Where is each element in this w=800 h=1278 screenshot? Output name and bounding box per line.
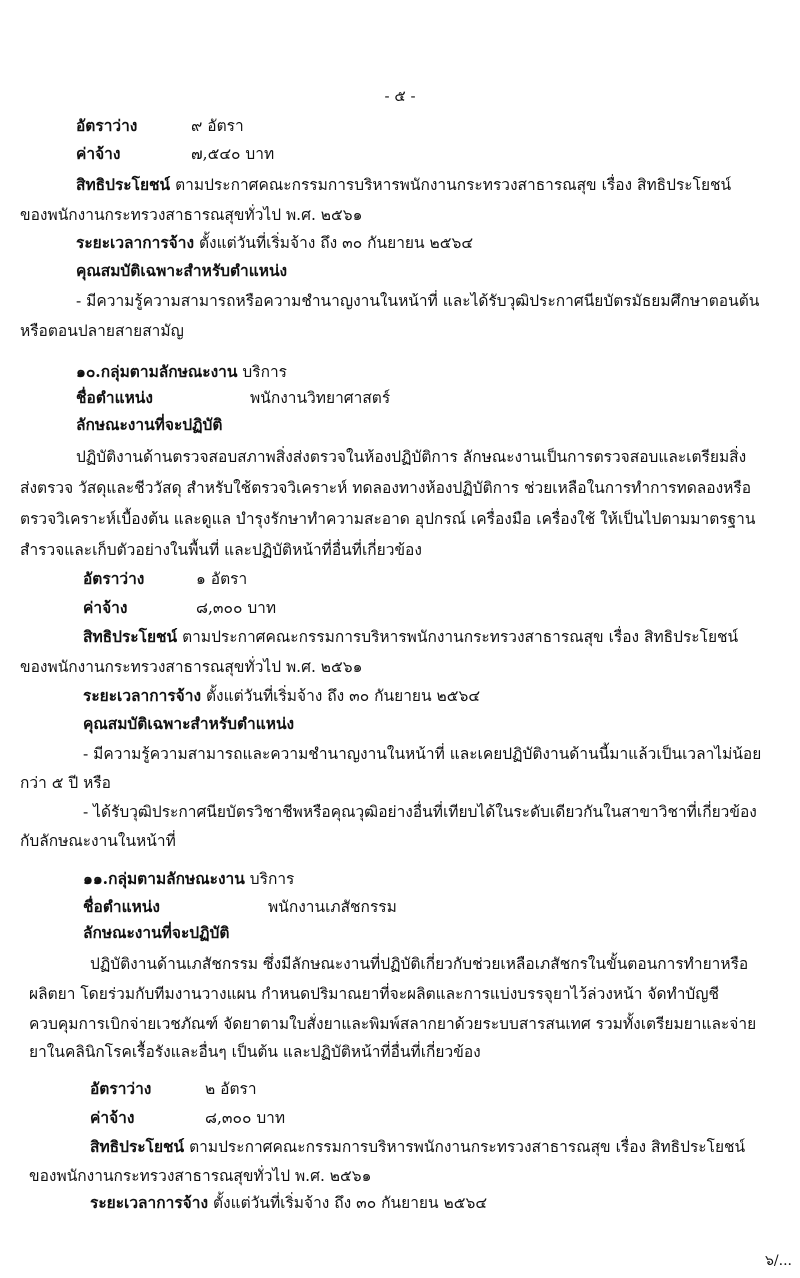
group-label: ๑๑.กลุ่มตามลักษณะงาน xyxy=(83,869,245,888)
benefit-label: สิทธิประโยชน์ xyxy=(76,175,171,194)
position-label: ชื่อตำแหน่ง xyxy=(83,897,160,916)
benefit-text-continued: ของพนักงานกระทรวงสาธารณสุขทั่วไป พ.ศ. ๒๕๖๑ xyxy=(20,206,363,224)
position-value: พนักงานวิทยาศาสตร์ xyxy=(250,389,391,407)
duty-heading: ลักษณะงานที่จะปฏิบัติ xyxy=(83,923,230,942)
wage-label: ค่าจ้าง xyxy=(90,1108,135,1127)
group-value: บริการ xyxy=(249,870,295,888)
period-text: ตั้งแต่วันที่เริ่มจ้าง ถึง ๓๐ กันยายน ๒๕๖๔ xyxy=(212,1194,488,1212)
period-label: ระยะเวลาการจ้าง xyxy=(83,686,202,705)
period-label: ระยะเวลาการจ้าง xyxy=(76,233,195,252)
benefit-line xyxy=(76,174,731,196)
qualification-heading: คุณสมบัติเฉพาะสำหรับตำแหน่ง xyxy=(83,714,295,733)
qualification-text-continued: กว่า ๕ ปี หรือ xyxy=(20,774,111,792)
vacancy-value: ๑ อัตรา xyxy=(196,570,248,588)
duty-text-continued: สำรวจและเก็บตัวอย่างในพื้นที่ และปฏิบัติหน้าที่อื่นที่เกี่ยวข้อง xyxy=(20,541,422,559)
period-line xyxy=(83,685,480,707)
group-line xyxy=(83,868,294,890)
benefit-text-continued: ของพนักงานกระทรวงสาธารณสุขทั่วไป พ.ศ. ๒๕๖๑ xyxy=(29,1167,372,1185)
benefit-line xyxy=(90,1136,745,1158)
vacancy-label: อัตราว่าง xyxy=(76,116,138,135)
duty-text-continued: ส่งตรวจ วัสดุและชีววัสดุ สำหรับใช้ตรวจวิเคราะห์ ทดลองทางห้องปฏิบัติการ ช่วยเหลือในการทำการทดลองหรือ xyxy=(20,479,752,497)
period-text: ตั้งแต่วันที่เริ่มจ้าง ถึง ๓๐ กันยายน ๒๕๖๔ xyxy=(198,234,474,252)
duty-text: ปฏิบัติงานด้านตรวจสอบสภาพสิ่งส่งตรวจในห้องปฏิบัติการ ลักษณะงานเป็นการตรวจสอบและเตรียมสิ่ง xyxy=(76,448,747,466)
vacancy-value: ๙ อัตรา xyxy=(191,117,244,135)
next-page-marker: ๖/... xyxy=(765,1253,792,1269)
benefit-text: ตามประกาศคณะกรรมการบริหารพนักงานกระทรวงสาธารณสุข เรื่อง สิทธิประโยชน์ xyxy=(182,628,739,646)
wage-value: ๘,๓๐๐ บาท xyxy=(205,1109,286,1127)
qualification-text: - ได้รับวุฒิประกาศนียบัตรวิชาชีพหรือคุณวุฒิอย่างอื่นที่เทียบได้ในระดับเดียวกันในสาขาวิชาที่เกี่ยวข้อง xyxy=(83,803,757,821)
group-value: บริการ xyxy=(242,363,287,381)
wage-label: ค่าจ้าง xyxy=(76,144,121,163)
benefit-text: ตามประกาศคณะกรรมการบริหารพนักงานกระทรวงสาธารณสุข เรื่อง สิทธิประโยชน์ xyxy=(175,176,732,194)
period-text: ตั้งแต่วันที่เริ่มจ้าง ถึง ๓๐ กันยายน ๒๕๖๔ xyxy=(205,687,481,705)
benefit-label: สิทธิประโยชน์ xyxy=(83,627,178,646)
wage-value: ๗,๕๔๐ บาท xyxy=(191,145,275,163)
vacancy-label: อัตราว่าง xyxy=(90,1079,152,1098)
group-label: ๑๐.กลุ่มตามลักษณะงาน xyxy=(76,362,238,381)
duty-text-continued: ตรวจวิเคราะห์เบื้องต้น และดูแล บำรุงรักษาทำความสะอาด อุปกรณ์ เครื่องมือ เครื่องใช้ ให้เป็นไปตามมาตรฐาน xyxy=(20,510,756,528)
group-line xyxy=(76,361,287,383)
period-line xyxy=(90,1192,487,1214)
qualification-text: - มีความรู้ความสามารถและความชำนาญงานในหน้าที่ และเคยปฏิบัติงานด้านนี้มาแล้วเป็นเวลาไม่น้อย xyxy=(83,745,762,763)
qualification-text: - มีความรู้ความสามารถหรือความชำนาญงานในหน้าที่ และได้รับวุฒิประกาศนียบัตรมัธยมศึกษาตอนต้น xyxy=(76,292,760,310)
position-label: ชื่อตำแหน่ง xyxy=(76,388,153,407)
page-number: - ๕ - xyxy=(384,87,416,105)
duty-text-continued: ยาในคลินิกโรคเรื้อรังและอื่นๆ เป็นต้น และปฏิบัติหน้าที่อื่นที่เกี่ยวข้อง xyxy=(29,1043,481,1061)
wage-label: ค่าจ้าง xyxy=(83,598,128,617)
period-label: ระยะเวลาการจ้าง xyxy=(90,1193,209,1212)
benefit-text-continued: ของพนักงานกระทรวงสาธารณสุขทั่วไป พ.ศ. ๒๕๖๑ xyxy=(20,658,363,676)
vacancy-label: อัตราว่าง xyxy=(83,569,145,588)
duty-text: ปฏิบัติงานด้านเภสัชกรรม ซึ่งมีลักษณะงานที่ปฏิบัติเกี่ยวกับช่วยเหลือเภสัชกรในขั้นตอนการทำยาหรือ xyxy=(90,955,749,973)
benefit-text: ตามประกาศคณะกรรมการบริหารพนักงานกระทรวงสาธารณสุข เรื่อง สิทธิประโยชน์ xyxy=(189,1138,746,1156)
benefit-label: สิทธิประโยชน์ xyxy=(90,1137,185,1156)
duty-text-continued: ผลิตยา โดยร่วมกับทีมงานวางแผน กำหนดปริมาณยาที่จะผลิตและการแบ่งบรรจุยาไว้ล่วงหน้า จัดทำบัญชี xyxy=(29,985,719,1003)
benefit-line xyxy=(83,626,738,648)
wage-value: ๘,๓๐๐ บาท xyxy=(196,599,277,617)
period-line xyxy=(76,232,473,254)
qualification-heading: คุณสมบัติเฉพาะสำหรับตำแหน่ง xyxy=(76,261,288,280)
qualification-text-continued: หรือตอนปลายสายสามัญ xyxy=(20,322,184,340)
position-value: พนักงานเภสัชกรรม xyxy=(268,898,397,916)
qualification-text-continued: กับลักษณะงานในหน้าที่ xyxy=(20,832,176,850)
duty-text-continued: ควบคุมการเบิกจ่ายเวชภัณฑ์ จัดยาตามใบสั่งยาและพิมพ์สลากยาด้วยระบบสารสนเทศ รวมทั้งเตรียมยาและจ่าย xyxy=(29,1015,757,1033)
duty-heading: ลักษณะงานที่จะปฏิบัติ xyxy=(76,415,223,434)
vacancy-value: ๒ อัตรา xyxy=(205,1080,257,1098)
